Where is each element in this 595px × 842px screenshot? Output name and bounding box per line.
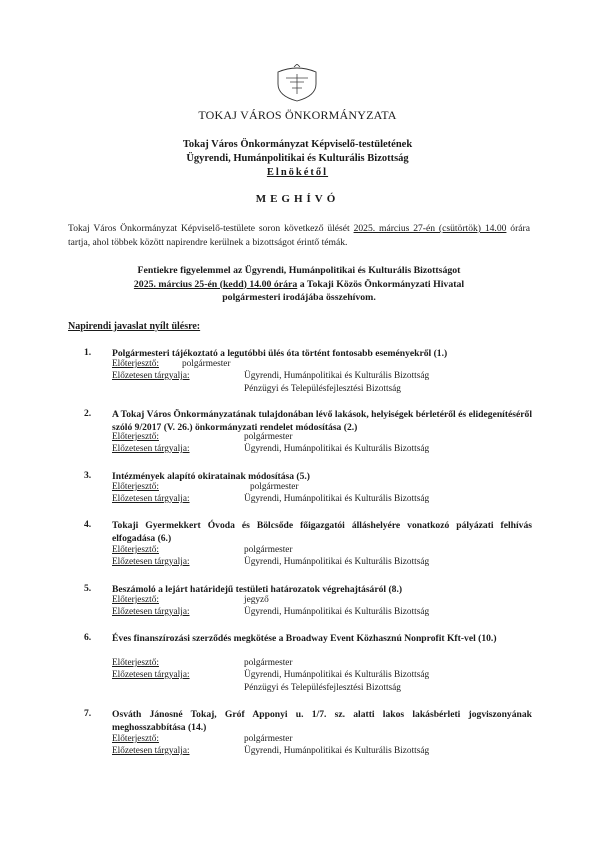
- presenter-value: polgármester: [244, 734, 293, 744]
- item-number: 7.: [84, 708, 92, 719]
- committee-value: Ügyrendi, Humánpolitikai és Kulturális Bizottság: [244, 746, 430, 756]
- presenter-label: Előterjesztő:: [112, 432, 159, 442]
- committee-value: Ügyrendi, Humánpolitikai és Kulturális Bizottság: [244, 494, 430, 504]
- presenter-value: polgármester: [244, 658, 293, 668]
- presenter-value: polgármester: [182, 359, 231, 369]
- presenter-label: Előterjesztő:: [112, 482, 159, 492]
- convocation-date: 2025. március 25-én (kedd) 14.00 órára: [133, 278, 298, 290]
- committee-value: Ügyrendi, Humánpolitikai és Kulturális Bizottság: [244, 607, 430, 617]
- presenter-value: jegyző: [244, 595, 269, 605]
- committee-value: Pénzügyi és Településfejlesztési Bizottság: [244, 384, 401, 394]
- item-title: Beszámoló a lejárt határidejű testületi határozatok végrehajtásáról (8.): [112, 584, 403, 595]
- discussed-label: Előzetesen tárgyalja:: [112, 670, 190, 680]
- committee-value: Ügyrendi, Humánpolitikai és Kulturális Bizottság: [244, 557, 430, 567]
- presenter-label: Előterjesztő:: [112, 595, 159, 605]
- item-number: 4.: [84, 519, 92, 530]
- item-number: 3.: [84, 470, 92, 481]
- intro-text-1: Tokaj Város Önkormányzat Képviselő-testülete soron következő ülését: [68, 223, 354, 234]
- intro-paragraph: [68, 222, 530, 250]
- convocation-line-1: Fentiekre figyelemmel az Ügyrendi, Humánpolitikai és Kulturális Bizottságot: [137, 265, 461, 276]
- intro-text-2: órára tartja, ahol többek között napirendre kerülnek a bizottságot érintő témák.: [68, 223, 530, 248]
- discussed-label: Előzetesen tárgyalja:: [112, 371, 190, 381]
- header-line-2: Ügyrendi, Humánpolitikai és Kulturális Bizottság: [186, 153, 409, 164]
- committee-value: Ügyrendi, Humánpolitikai és Kulturális Bizottság: [244, 670, 430, 680]
- coat-of-arms-icon: [272, 64, 322, 102]
- discussed-label: Előzetesen tárgyalja:: [112, 746, 190, 756]
- discussed-label: Előzetesen tárgyalja:: [112, 557, 190, 567]
- convocation-paragraph: [68, 264, 530, 305]
- convocation-line-3: polgármesteri irodájába összehívom.: [222, 292, 376, 303]
- discussed-label: Előzetesen tárgyalja:: [112, 607, 190, 617]
- item-title: Tokaji Gyermekkert Óvoda és Bölcsőde főigazgatói álláshelyére vonatkozó pályázati felhívás elfogadása (6.): [112, 520, 532, 544]
- presenter-value: polgármester: [250, 482, 299, 492]
- presenter-label: Előterjesztő:: [112, 658, 159, 668]
- presenter-label: Előterjesztő:: [112, 359, 159, 369]
- discussed-label: Előzetesen tárgyalja:: [112, 494, 190, 504]
- agenda-title: Napirendi javaslat nyílt ülésre:: [68, 321, 201, 332]
- convocation-place: a Tokaji Közös Önkormányzati Hivatal: [297, 278, 465, 290]
- item-number: 5.: [84, 583, 92, 594]
- item-title: Éves finanszírozási szerződés megkötése a Broadway Event Közhasznú Nonprofit Kft-vel (10.): [112, 633, 497, 644]
- header-line-1: Tokaj Város Önkormányzat Képviselő-testületének: [182, 139, 413, 150]
- item-title: Intézmények alapító okiratainak módosítása (5.): [112, 471, 311, 482]
- item-number: 1.: [84, 347, 92, 358]
- organization-name: TOKAJ VÁROS ÖNKORMÁNYZATA: [198, 108, 397, 122]
- committee-value: Ügyrendi, Humánpolitikai és Kulturális Bizottság: [244, 371, 430, 381]
- intro-date: 2025. március 27-én (csütörtök) 14.00: [353, 223, 507, 234]
- discussed-label: Előzetesen tárgyalja:: [112, 444, 190, 454]
- presenter-label: Előterjesztő:: [112, 545, 159, 555]
- presenter-value: polgármester: [244, 432, 293, 442]
- item-title: A Tokaj Város Önkormányzatának tulajdonában lévő lakások, helyiségek bérletéről és elidegenítéséről szóló 9/2017 (V. 26.) önkormányzati rendelet módosítása (2.): [112, 409, 532, 433]
- document-title: MEGHÍVÓ: [255, 193, 340, 205]
- item-title: Osváth Jánosné Tokaj, Gróf Apponyi u. 1/7. sz. alatti lakos lakásbérleti jogviszonyának meghosszabbítása (14.): [112, 709, 532, 733]
- item-number: 6.: [84, 632, 92, 643]
- presenter-value: polgármester: [244, 545, 293, 555]
- presenter-label: Előterjesztő:: [112, 734, 159, 744]
- item-title: Polgármesteri tájékoztató a legutóbbi ülés óta történt fontosabb eseményekről (1.): [112, 348, 448, 359]
- committee-value: Pénzügyi és Településfejlesztési Bizottság: [244, 683, 401, 693]
- header-line-3: Elnökétől: [266, 167, 329, 178]
- item-number: 2.: [84, 408, 92, 419]
- convocation-line-2: [68, 278, 530, 292]
- committee-value: Ügyrendi, Humánpolitikai és Kulturális Bizottság: [244, 444, 430, 454]
